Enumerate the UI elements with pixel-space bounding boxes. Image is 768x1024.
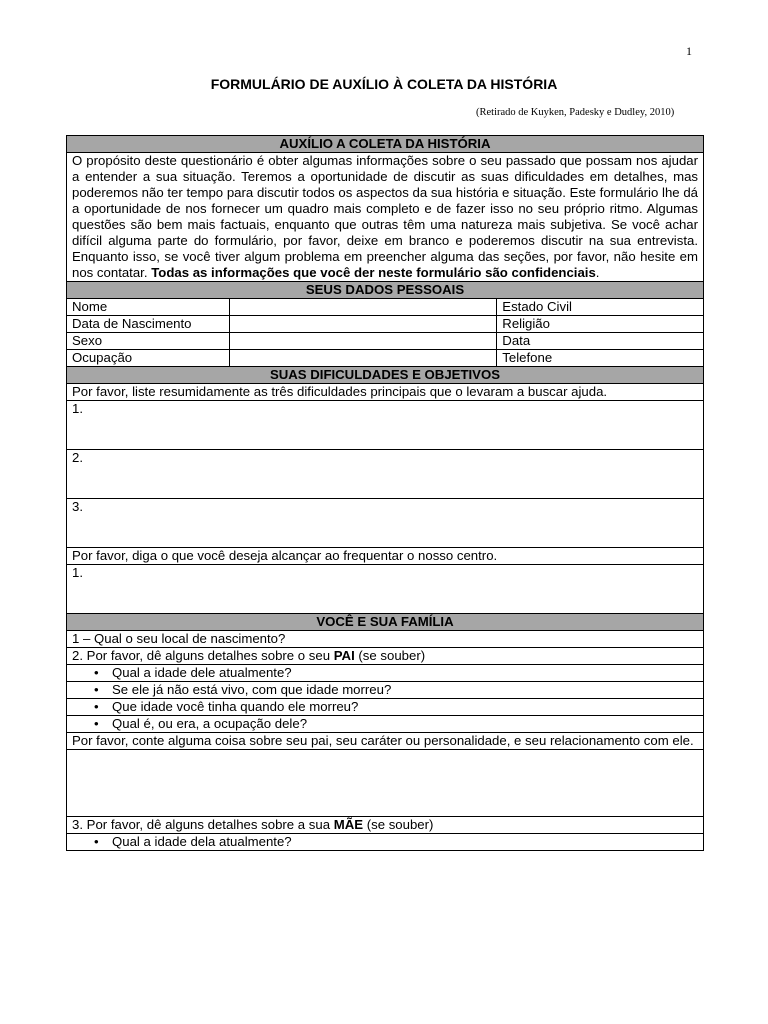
field-label: Ocupação xyxy=(67,350,230,367)
question-birthplace[interactable]: 1 – Qual o seu local de nascimento? xyxy=(67,631,704,648)
father-keyword: PAI xyxy=(333,648,355,663)
bullet-text: Se ele já não está vivo, com que idade morreu? xyxy=(112,682,392,697)
question-text: 3. Por favor, dê alguns detalhes sobre a sua xyxy=(72,817,334,832)
field-label: Data de Nascimento xyxy=(67,316,230,333)
field-label: Sexo xyxy=(67,333,230,350)
sex-input-cell[interactable] xyxy=(229,333,496,350)
section-header-difficulties: SUAS DIFICULDADES E OBJETIVOS xyxy=(67,367,704,384)
question-text: (se souber) xyxy=(363,817,434,832)
difficulty-answer-3[interactable]: 3. xyxy=(67,499,704,548)
father-bullet-item[interactable] xyxy=(67,699,704,716)
difficulties-prompt: Por favor, liste resumidamente as três dificuldades principais que o levaram a buscar ajuda. xyxy=(67,384,704,401)
field-label[interactable]: Data xyxy=(497,333,704,350)
question-mother xyxy=(67,817,704,834)
field-label[interactable]: Religião xyxy=(497,316,704,333)
bullet-icon: • xyxy=(94,834,99,849)
intro-bold-text: Todas as informações que você der neste formulário são confidenciais xyxy=(151,265,596,280)
difficulty-answer-1[interactable]: 1. xyxy=(67,401,704,450)
section-header-family: VOCÊ E SUA FAMÍLIA xyxy=(67,614,704,631)
occupation-input-cell[interactable] xyxy=(229,350,496,367)
bullet-text: Qual é, ou era, a ocupação dele? xyxy=(112,716,308,731)
history-form-table xyxy=(66,135,704,851)
goal-prompt: Por favor, diga o que você deseja alcançar ao frequentar o nosso centro. xyxy=(67,548,704,565)
mother-bullet-item[interactable] xyxy=(67,834,704,851)
birthdate-input-cell[interactable] xyxy=(229,316,496,333)
bullet-icon: • xyxy=(94,682,99,697)
goal-answer-1[interactable]: 1. xyxy=(67,565,704,614)
field-label[interactable]: Estado Civil xyxy=(497,299,704,316)
personal-row xyxy=(67,333,704,350)
intro-end: . xyxy=(595,265,600,280)
name-input-cell[interactable] xyxy=(229,299,496,316)
personal-row xyxy=(67,316,704,333)
father-bullet-item[interactable] xyxy=(67,665,704,682)
section-header-personal: SEUS DADOS PESSOAIS xyxy=(67,282,704,299)
father-description-prompt: Por favor, conte alguma coisa sobre seu pai, seu caráter ou personalidade, e seu relacionamento com ele. xyxy=(67,733,704,750)
personal-row xyxy=(67,299,704,316)
field-label[interactable]: Telefone xyxy=(497,350,704,367)
mother-keyword: MÃE xyxy=(333,817,364,832)
difficulty-answer-2[interactable]: 2. xyxy=(67,450,704,499)
bullet-text: Qual a idade dela atualmente? xyxy=(112,834,292,849)
bullet-icon: • xyxy=(94,665,99,680)
intro-text: O propósito deste questionário é obter algumas informações sobre o seu passado que possam nos ajudar a entender a sua situação. Teremos a oportunidade de discutir as suas dificuldades em detalhes, mas poderemos não ter tempo para discutir todos os aspectos da sua história e situação. Este formulário lhe dá a oportunidade de nos fornecer um quadro mais completo e de fazer isso no seu próprio ritmo. Algumas questões são bem mais factuais, enquanto que outras têm uma natureza mais subjetiva. Se você achar difícil alguma parte do formulário, por favor, deixe em branco e poderemos discutir na sua entrevista. Enquanto isso, se você tiver algum problema em preencher alguma das seções, por favor, não hesite em nos contatar. xyxy=(72,153,698,280)
father-bullet-item[interactable] xyxy=(67,716,704,733)
bullet-text: Que idade você tinha quando ele morreu? xyxy=(112,699,359,714)
father-description-answer[interactable] xyxy=(67,750,704,817)
father-bullet-item[interactable] xyxy=(67,682,704,699)
bullet-text: Qual a idade dele atualmente? xyxy=(112,665,292,680)
source-citation: (Retirado de Kuyken, Padesky e Dudley, 2010) xyxy=(476,107,675,118)
question-father xyxy=(67,648,704,665)
field-label: Nome xyxy=(67,299,230,316)
bullet-icon: • xyxy=(94,699,99,714)
document-title: FORMULÁRIO DE AUXÍLIO À COLETA DA HISTÓRIA xyxy=(210,76,558,92)
question-text: (se souber) xyxy=(354,648,426,663)
bullet-icon: • xyxy=(94,716,99,731)
page-number: 1 xyxy=(686,44,692,58)
personal-row xyxy=(67,350,704,367)
section-header-history: AUXÍLIO A COLETA DA HISTÓRIA xyxy=(67,136,704,153)
question-text: 2. Por favor, dê alguns detalhes sobre o seu xyxy=(72,648,334,663)
intro-paragraph xyxy=(67,153,704,282)
